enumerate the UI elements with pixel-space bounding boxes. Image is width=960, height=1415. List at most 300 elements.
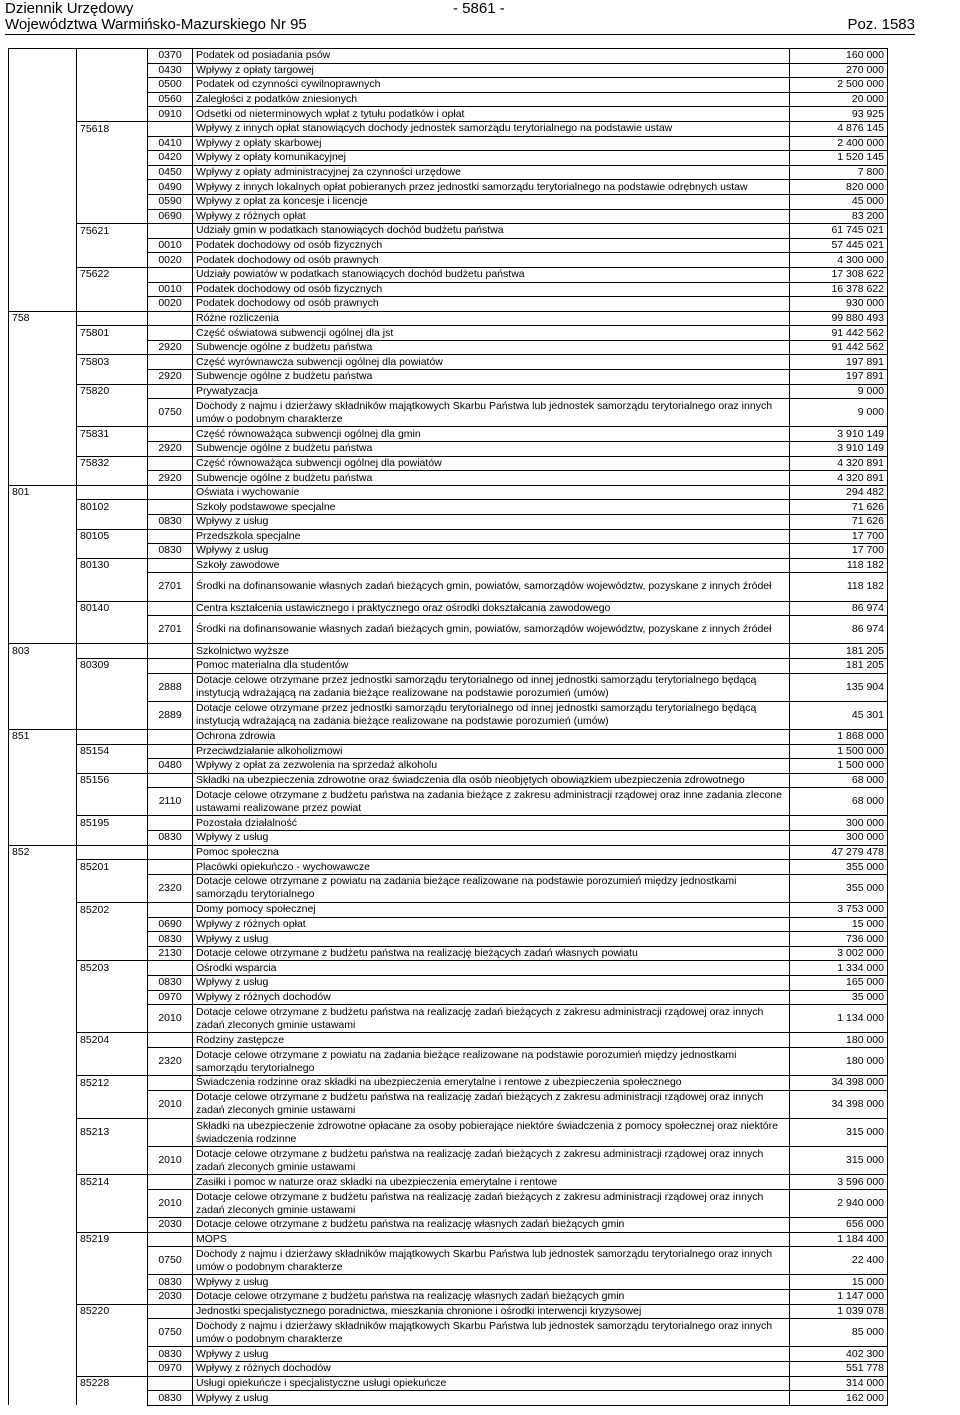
description-cell: Szkoły zawodowe bbox=[193, 558, 790, 573]
amount-cell: 656 000 bbox=[790, 1218, 888, 1233]
dzial-cell bbox=[9, 1189, 77, 1217]
dzial-cell bbox=[9, 1319, 77, 1347]
rozdzial-cell bbox=[77, 990, 148, 1005]
amount-cell: 294 482 bbox=[790, 485, 888, 500]
description-cell: Rodziny zastępcze bbox=[193, 1033, 790, 1048]
rozdzial-cell: 75618 bbox=[77, 121, 148, 136]
dzial-cell bbox=[9, 1347, 77, 1362]
table-row bbox=[9, 658, 888, 673]
paragraf-cell: 0910 bbox=[148, 107, 193, 122]
paragraf-cell bbox=[148, 658, 193, 673]
amount-cell: 315 000 bbox=[790, 1118, 888, 1146]
rozdzial-cell bbox=[77, 1218, 148, 1233]
description-cell: Odsetki od nieterminowych wpłat z tytułu podatków i opłat bbox=[193, 107, 790, 122]
dzial-cell bbox=[9, 917, 77, 932]
rozdzial-cell: 75832 bbox=[77, 456, 148, 471]
description-cell: Podatek dochodowy od osób prawnych bbox=[193, 297, 790, 312]
amount-cell: 2 500 000 bbox=[790, 78, 888, 93]
table-row bbox=[9, 1118, 888, 1146]
description-cell: Szkolnictwo wyższe bbox=[193, 644, 790, 659]
description-cell: Część oświatowa subwencji ogólnej dla jst bbox=[193, 326, 790, 341]
description-cell: Dotacje celowe otrzymane z budżetu państwa na realizację zadań bieżących z zakresu administracji rządowej oraz innych zadań zleconych gminie ustawami bbox=[193, 1147, 790, 1175]
rozdzial-cell bbox=[77, 311, 148, 326]
paragraf-cell: 0560 bbox=[148, 92, 193, 107]
dzial-cell: 801 bbox=[9, 485, 77, 500]
paragraf-cell bbox=[148, 529, 193, 544]
amount-cell: 9 000 bbox=[790, 399, 888, 427]
dzial-cell bbox=[9, 903, 77, 918]
paragraf-cell: 0420 bbox=[148, 151, 193, 166]
paragraf-cell: 0010 bbox=[148, 238, 193, 253]
amount-cell: 15 000 bbox=[790, 1275, 888, 1290]
rozdzial-cell bbox=[77, 92, 148, 107]
paragraf-cell: 0830 bbox=[148, 976, 193, 991]
amount-cell: 86 974 bbox=[790, 616, 888, 644]
rozdzial-cell bbox=[77, 1047, 148, 1075]
rozdzial-cell bbox=[77, 1319, 148, 1347]
amount-cell: 162 000 bbox=[790, 1391, 888, 1406]
rozdzial-cell bbox=[77, 399, 148, 427]
rozdzial-cell: 85214 bbox=[77, 1175, 148, 1190]
table-row bbox=[9, 616, 888, 644]
amount-cell: 181 205 bbox=[790, 658, 888, 673]
paragraf-cell bbox=[148, 355, 193, 370]
description-cell: Zaległości z podatków zniesionych bbox=[193, 92, 790, 107]
paragraf-cell bbox=[148, 860, 193, 875]
rozdzial-cell bbox=[77, 49, 148, 64]
voivodeship-line: Województwa Warmińsko-Mazurskiego Nr 95 bbox=[5, 16, 307, 33]
paragraf-cell: 0830 bbox=[148, 831, 193, 846]
paragraf-cell: 2920 bbox=[148, 370, 193, 385]
amount-cell: 1 520 145 bbox=[790, 151, 888, 166]
description-cell: Subwencje ogólne z budżetu państwa bbox=[193, 471, 790, 486]
amount-cell: 402 300 bbox=[790, 1347, 888, 1362]
dzial-cell bbox=[9, 990, 77, 1005]
paragraf-cell: 2320 bbox=[148, 874, 193, 902]
rozdzial-cell bbox=[77, 282, 148, 297]
rozdzial-cell: 85219 bbox=[77, 1232, 148, 1247]
rozdzial-cell: 75621 bbox=[77, 224, 148, 239]
description-cell: Wpływy z usług bbox=[193, 544, 790, 559]
table-row bbox=[9, 990, 888, 1005]
paragraf-cell bbox=[148, 644, 193, 659]
amount-cell: 197 891 bbox=[790, 355, 888, 370]
dzial-cell bbox=[9, 1391, 77, 1406]
table-row bbox=[9, 515, 888, 530]
amount-cell: 4 876 145 bbox=[790, 121, 888, 136]
table-row bbox=[9, 78, 888, 93]
description-cell: Dotacje celowe otrzymane przez jednostki samorządu terytorialnego od innej jednostki samorządu terytorialnego będącą instytucją wdrażającą na zadania bieżące realizowane na podstawie porozumień (umów) bbox=[193, 701, 790, 729]
amount-cell: 91 442 562 bbox=[790, 326, 888, 341]
description-cell: Dotacje celowe otrzymane z budżetu państwa na zadania bieżące z zakresu administracji rządowej oraz inne zadania zlecone ustawami realizowane przez powiat bbox=[193, 788, 790, 816]
paragraf-cell bbox=[148, 1175, 193, 1190]
paragraf-cell bbox=[148, 384, 193, 399]
description-cell: Dochody z najmu i dzierżawy składników majątkowych Skarbu Państwa lub jednostek samorządu terytorialnego oraz innych umów o podobnym charakterze bbox=[193, 1319, 790, 1347]
dzial-cell bbox=[9, 816, 77, 831]
rozdzial-cell bbox=[77, 63, 148, 78]
description-cell: Wpływy z innych lokalnych opłat pobieranych przez jednostki samorządu terytorialnego na podstawie odrębnych ustaw bbox=[193, 180, 790, 195]
description-cell: Udziały powiatów w podatkach stanowiących dochód budżetu państwa bbox=[193, 267, 790, 282]
paragraf-cell bbox=[148, 121, 193, 136]
paragraf-cell bbox=[148, 903, 193, 918]
table-row bbox=[9, 1362, 888, 1377]
paragraf-cell: 2010 bbox=[148, 1189, 193, 1217]
amount-cell: 61 745 021 bbox=[790, 224, 888, 239]
dzial-cell bbox=[9, 1175, 77, 1190]
dzial-cell bbox=[9, 1247, 77, 1275]
table-row bbox=[9, 1247, 888, 1275]
rozdzial-cell: 80140 bbox=[77, 601, 148, 616]
dzial-cell bbox=[9, 1076, 77, 1091]
description-cell: MOPS bbox=[193, 1232, 790, 1247]
amount-cell: 47 279 478 bbox=[790, 845, 888, 860]
amount-cell: 270 000 bbox=[790, 63, 888, 78]
amount-cell: 3 753 000 bbox=[790, 903, 888, 918]
dzial-cell bbox=[9, 701, 77, 729]
dzial-cell bbox=[9, 224, 77, 239]
rozdzial-cell bbox=[77, 209, 148, 224]
table-row bbox=[9, 1319, 888, 1347]
dzial-cell bbox=[9, 831, 77, 846]
dzial-cell bbox=[9, 673, 77, 701]
dzial-cell bbox=[9, 238, 77, 253]
description-cell: Dotacje celowe otrzymane z budżetu państwa na realizację zadań bieżących z zakresu administracji rządowej oraz innych zadań zleconych gminie ustawami bbox=[193, 1189, 790, 1217]
table-row bbox=[9, 1189, 888, 1217]
table-row bbox=[9, 788, 888, 816]
table-row bbox=[9, 399, 888, 427]
table-row bbox=[9, 816, 888, 831]
rozdzial-cell: 85204 bbox=[77, 1033, 148, 1048]
table-row bbox=[9, 485, 888, 500]
rozdzial-cell: 85156 bbox=[77, 773, 148, 788]
paragraf-cell: 2030 bbox=[148, 1218, 193, 1233]
paragraf-cell: 0830 bbox=[148, 515, 193, 530]
dzial-cell: 758 bbox=[9, 311, 77, 326]
table-row bbox=[9, 63, 888, 78]
rozdzial-cell bbox=[77, 729, 148, 744]
amount-cell: 17 700 bbox=[790, 529, 888, 544]
table-row bbox=[9, 340, 888, 355]
rozdzial-cell: 85203 bbox=[77, 961, 148, 976]
dzial-cell bbox=[9, 658, 77, 673]
rozdzial-cell bbox=[77, 1391, 148, 1406]
rozdzial-cell: 80105 bbox=[77, 529, 148, 544]
rozdzial-cell bbox=[77, 544, 148, 559]
paragraf-cell: 2130 bbox=[148, 946, 193, 961]
dzial-cell bbox=[9, 946, 77, 961]
rozdzial-cell bbox=[77, 515, 148, 530]
amount-cell: 2 400 000 bbox=[790, 136, 888, 151]
amount-cell: 551 778 bbox=[790, 1362, 888, 1377]
table-row bbox=[9, 92, 888, 107]
rozdzial-cell bbox=[77, 788, 148, 816]
description-cell: Pozostała działalność bbox=[193, 816, 790, 831]
paragraf-cell bbox=[148, 456, 193, 471]
rozdzial-cell bbox=[77, 644, 148, 659]
description-cell: Wpływy z usług bbox=[193, 831, 790, 846]
description-cell: Wpływy z usług bbox=[193, 1391, 790, 1406]
table-row bbox=[9, 165, 888, 180]
dzial-cell bbox=[9, 136, 77, 151]
dzial-cell bbox=[9, 456, 77, 471]
dzial-cell bbox=[9, 384, 77, 399]
amount-cell: 9 000 bbox=[790, 384, 888, 399]
table-row bbox=[9, 529, 888, 544]
table-row bbox=[9, 1275, 888, 1290]
amount-cell: 91 442 562 bbox=[790, 340, 888, 355]
description-cell: Wpływy z usług bbox=[193, 932, 790, 947]
rozdzial-cell bbox=[77, 253, 148, 268]
table-row bbox=[9, 282, 888, 297]
table-row bbox=[9, 311, 888, 326]
rozdzial-cell bbox=[77, 831, 148, 846]
description-cell: Wpływy z opłat za zezwolenia na sprzedaż alkoholu bbox=[193, 759, 790, 774]
dzial-cell bbox=[9, 500, 77, 515]
amount-cell: 3 910 149 bbox=[790, 442, 888, 457]
table-row bbox=[9, 471, 888, 486]
table-row bbox=[9, 831, 888, 846]
description-cell: Podatek dochodowy od osób fizycznych bbox=[193, 238, 790, 253]
amount-cell: 4 320 891 bbox=[790, 456, 888, 471]
amount-cell: 355 000 bbox=[790, 874, 888, 902]
table-row bbox=[9, 456, 888, 471]
table-row bbox=[9, 151, 888, 166]
dzial-cell bbox=[9, 558, 77, 573]
description-cell: Wpływy z opłaty skarbowej bbox=[193, 136, 790, 151]
dzial-cell bbox=[9, 874, 77, 902]
rozdzial-cell bbox=[77, 701, 148, 729]
amount-cell: 135 904 bbox=[790, 673, 888, 701]
description-cell: Jednostki specjalistycznego poradnictwa, mieszkania chronione i ośrodki interwencji kryzysowej bbox=[193, 1304, 790, 1319]
paragraf-cell: 2920 bbox=[148, 471, 193, 486]
paragraf-cell: 0750 bbox=[148, 1247, 193, 1275]
rozdzial-cell bbox=[77, 194, 148, 209]
amount-cell: 165 000 bbox=[790, 976, 888, 991]
paragraf-cell: 0690 bbox=[148, 917, 193, 932]
table-row bbox=[9, 1376, 888, 1391]
description-cell: Wpływy z usług bbox=[193, 1347, 790, 1362]
amount-cell: 300 000 bbox=[790, 816, 888, 831]
rozdzial-cell: 75622 bbox=[77, 267, 148, 282]
paragraf-cell: 2920 bbox=[148, 442, 193, 457]
dzial-cell bbox=[9, 1047, 77, 1075]
description-cell: Pomoc materialna dla studentów bbox=[193, 658, 790, 673]
rozdzial-cell bbox=[77, 573, 148, 601]
amount-cell: 1 500 000 bbox=[790, 744, 888, 759]
table-row bbox=[9, 442, 888, 457]
paragraf-cell: 0410 bbox=[148, 136, 193, 151]
amount-cell: 3 596 000 bbox=[790, 1175, 888, 1190]
table-row bbox=[9, 544, 888, 559]
paragraf-cell: 2320 bbox=[148, 1047, 193, 1075]
table-row bbox=[9, 1290, 888, 1305]
description-cell: Ochrona zdrowia bbox=[193, 729, 790, 744]
rozdzial-cell bbox=[77, 78, 148, 93]
amount-cell: 197 891 bbox=[790, 370, 888, 385]
rozdzial-cell bbox=[77, 297, 148, 312]
rozdzial-cell bbox=[77, 1275, 148, 1290]
description-cell: Ośrodki wsparcia bbox=[193, 961, 790, 976]
dzial-cell bbox=[9, 961, 77, 976]
rozdzial-cell bbox=[77, 917, 148, 932]
paragraf-cell bbox=[148, 816, 193, 831]
description-cell: Środki na dofinansowanie własnych zadań bieżących gmin, powiatów, samorządów województw, pozyskane z innych źródeł bbox=[193, 616, 790, 644]
table-row bbox=[9, 1218, 888, 1233]
dzial-cell bbox=[9, 1290, 77, 1305]
amount-cell: 85 000 bbox=[790, 1319, 888, 1347]
dzial-cell: 852 bbox=[9, 845, 77, 860]
description-cell: Szkoły podstawowe specjalne bbox=[193, 500, 790, 515]
amount-cell: 34 398 000 bbox=[790, 1076, 888, 1091]
page-number: - 5861 - bbox=[453, 0, 505, 17]
description-cell: Składki na ubezpieczenie zdrowotne opłacane za osoby pobierające niektóre świadczenia z pomocy społecznej oraz niektóre świadczenia rodzinne bbox=[193, 1118, 790, 1146]
dzial-cell bbox=[9, 63, 77, 78]
rozdzial-cell bbox=[77, 180, 148, 195]
rozdzial-cell: 75803 bbox=[77, 355, 148, 370]
table-row bbox=[9, 644, 888, 659]
dzial-cell bbox=[9, 1090, 77, 1118]
description-cell: Subwencje ogólne z budżetu państwa bbox=[193, 340, 790, 355]
rozdzial-cell: 85154 bbox=[77, 744, 148, 759]
dzial-cell bbox=[9, 253, 77, 268]
dzial-cell bbox=[9, 399, 77, 427]
dzial-cell bbox=[9, 355, 77, 370]
dzial-cell: 851 bbox=[9, 729, 77, 744]
dzial-cell bbox=[9, 1218, 77, 1233]
rozdzial-cell bbox=[77, 136, 148, 151]
table-row bbox=[9, 427, 888, 442]
paragraf-cell: 2010 bbox=[148, 1147, 193, 1175]
paragraf-cell bbox=[148, 500, 193, 515]
paragraf-cell bbox=[148, 224, 193, 239]
description-cell: Oświata i wychowanie bbox=[193, 485, 790, 500]
rozdzial-cell bbox=[77, 151, 148, 166]
dzial-cell bbox=[9, 601, 77, 616]
table-row bbox=[9, 845, 888, 860]
amount-cell: 68 000 bbox=[790, 773, 888, 788]
dzial-cell bbox=[9, 427, 77, 442]
dzial-cell bbox=[9, 78, 77, 93]
paragraf-cell: 2010 bbox=[148, 1090, 193, 1118]
amount-cell: 16 378 622 bbox=[790, 282, 888, 297]
amount-cell: 180 000 bbox=[790, 1033, 888, 1048]
amount-cell: 35 000 bbox=[790, 990, 888, 1005]
amount-cell: 3 002 000 bbox=[790, 946, 888, 961]
description-cell: Wpływy z różnych dochodów bbox=[193, 990, 790, 1005]
table-row bbox=[9, 1047, 888, 1075]
table-row bbox=[9, 874, 888, 902]
description-cell: Wpływy z opłaty administracyjnej za czynności urzędowe bbox=[193, 165, 790, 180]
paragraf-cell: 0690 bbox=[148, 209, 193, 224]
table-row bbox=[9, 500, 888, 515]
paragraf-cell: 0750 bbox=[148, 399, 193, 427]
table-row bbox=[9, 903, 888, 918]
rozdzial-cell: 85195 bbox=[77, 816, 148, 831]
rozdzial-cell: 75820 bbox=[77, 384, 148, 399]
dzial-cell bbox=[9, 616, 77, 644]
dzial-cell bbox=[9, 976, 77, 991]
rozdzial-cell: 85220 bbox=[77, 1304, 148, 1319]
description-cell: Podatek dochodowy od osób fizycznych bbox=[193, 282, 790, 297]
description-cell: Dochody z najmu i dzierżawy składników majątkowych Skarbu Państwa lub jednostek samorządu terytorialnego oraz innych umów o podobnym charakterze bbox=[193, 1247, 790, 1275]
table-row bbox=[9, 1391, 888, 1406]
dzial-cell bbox=[9, 151, 77, 166]
description-cell: Podatek od czynności cywilnoprawnych bbox=[193, 78, 790, 93]
description-cell: Część równoważąca subwencji ogólnej dla gmin bbox=[193, 427, 790, 442]
amount-cell: 68 000 bbox=[790, 788, 888, 816]
paragraf-cell: 2110 bbox=[148, 788, 193, 816]
dzial-cell bbox=[9, 180, 77, 195]
amount-cell: 1 500 000 bbox=[790, 759, 888, 774]
paragraf-cell: 0450 bbox=[148, 165, 193, 180]
dzial-cell bbox=[9, 340, 77, 355]
amount-cell: 7 800 bbox=[790, 165, 888, 180]
rozdzial-cell: 85228 bbox=[77, 1376, 148, 1391]
paragraf-cell: 0500 bbox=[148, 78, 193, 93]
journal-title: Dziennik Urzędowy bbox=[5, 0, 134, 17]
description-cell: Dotacje celowe otrzymane z powiatu na zadania bieżące realizowane na podstawie porozumień między jednostkami samorządu terytorialnego bbox=[193, 1047, 790, 1075]
amount-cell: 118 182 bbox=[790, 573, 888, 601]
amount-cell: 2 940 000 bbox=[790, 1189, 888, 1217]
dzial-cell bbox=[9, 573, 77, 601]
table-row bbox=[9, 573, 888, 601]
amount-cell: 17 308 622 bbox=[790, 267, 888, 282]
dzial-cell bbox=[9, 773, 77, 788]
description-cell: Wpływy z różnych opłat bbox=[193, 917, 790, 932]
amount-cell: 160 000 bbox=[790, 49, 888, 64]
description-cell: Zasiłki i pomoc w naturze oraz składki na ubezpieczenia emerytalne i rentowe bbox=[193, 1175, 790, 1190]
rozdzial-cell bbox=[77, 1189, 148, 1217]
dzial-cell bbox=[9, 1118, 77, 1146]
table-row bbox=[9, 326, 888, 341]
paragraf-cell: 2888 bbox=[148, 673, 193, 701]
amount-cell: 315 000 bbox=[790, 1147, 888, 1175]
paragraf-cell: 2010 bbox=[148, 1005, 193, 1033]
table-row bbox=[9, 601, 888, 616]
description-cell: Dotacje celowe otrzymane z budżetu państwa na realizację zadań bieżących z zakresu administracji rządowej oraz innych zadań zleconych gminie ustawami bbox=[193, 1005, 790, 1033]
budget-table bbox=[8, 48, 888, 1406]
description-cell: Dotacje celowe otrzymane z budżetu państwa na realizację zadań bieżących z zakresu administracji rządowej oraz innych zadań zleconych gminie ustawami bbox=[193, 1090, 790, 1118]
description-cell: Placówki opiekuńczo - wychowawcze bbox=[193, 860, 790, 875]
amount-cell: 20 000 bbox=[790, 92, 888, 107]
paragraf-cell: 0970 bbox=[148, 990, 193, 1005]
dzial-cell bbox=[9, 49, 77, 64]
dzial-cell bbox=[9, 471, 77, 486]
amount-cell: 15 000 bbox=[790, 917, 888, 932]
paragraf-cell bbox=[148, 326, 193, 341]
description-cell: Przeciwdziałanie alkoholizmowi bbox=[193, 744, 790, 759]
paragraf-cell: 2920 bbox=[148, 340, 193, 355]
rozdzial-cell bbox=[77, 759, 148, 774]
amount-cell: 17 700 bbox=[790, 544, 888, 559]
amount-cell: 93 925 bbox=[790, 107, 888, 122]
description-cell: Subwencje ogólne z budżetu państwa bbox=[193, 442, 790, 457]
dzial-cell bbox=[9, 1147, 77, 1175]
table-row bbox=[9, 209, 888, 224]
table-row bbox=[9, 1005, 888, 1033]
dzial-cell bbox=[9, 297, 77, 312]
table-row bbox=[9, 297, 888, 312]
amount-cell: 71 626 bbox=[790, 500, 888, 515]
amount-cell: 83 200 bbox=[790, 209, 888, 224]
table-row bbox=[9, 773, 888, 788]
table-row bbox=[9, 1076, 888, 1091]
paragraf-cell: 2030 bbox=[148, 1290, 193, 1305]
rozdzial-cell: 85201 bbox=[77, 860, 148, 875]
header-rule bbox=[5, 34, 915, 35]
paragraf-cell: 0830 bbox=[148, 1275, 193, 1290]
description-cell: Wpływy z usług bbox=[193, 1275, 790, 1290]
